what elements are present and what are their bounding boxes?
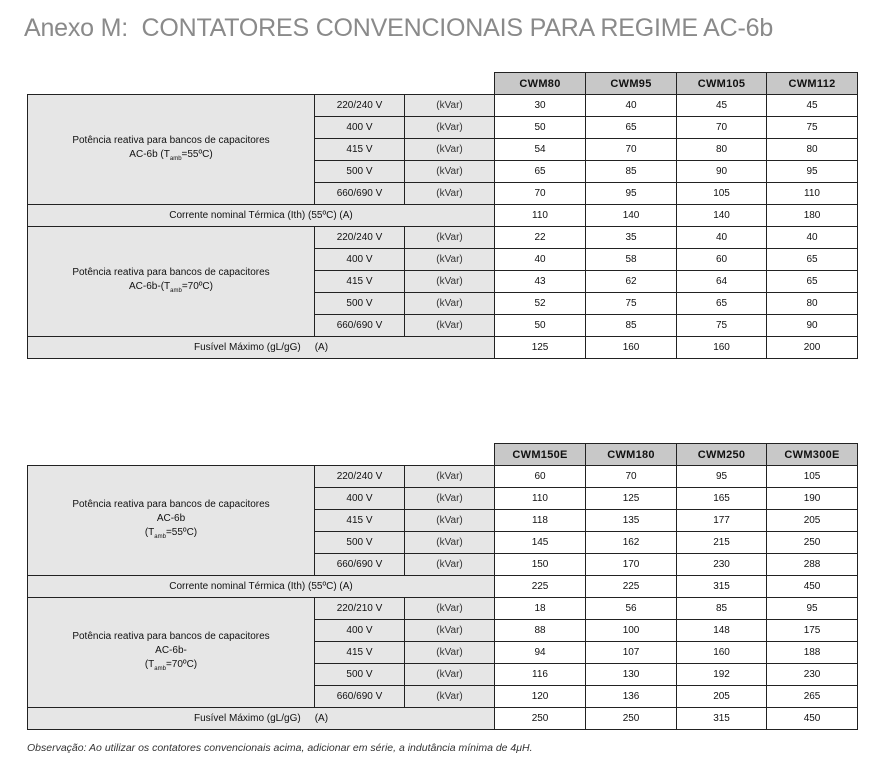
value-cell: 165 [677,488,767,510]
contactor-table-1 [27,72,858,359]
unit-cell: (kVar) [405,642,495,664]
value-cell: 140 [677,205,767,227]
group-label-text: =55ºC) [181,148,213,160]
value-cell: 450 [767,576,858,598]
column-header-model: CWM300E [767,444,858,466]
value-cell: 95 [677,466,767,488]
fuse-row-label-text: Fusível Máximo (gL/gG) [193,342,301,353]
group-label-line: Potência reativa para bancos de capacitores [72,266,270,278]
voltage-cell: 500 V [315,664,405,686]
group-label [28,466,315,576]
value-cell: 43 [495,271,586,293]
group-label-text: =70ºC) [181,280,213,292]
voltage-cell: 220/240 V [315,466,405,488]
header-row [28,444,858,466]
group-label-text: (T [144,658,155,670]
table-row [28,227,858,249]
value-cell: 70 [586,139,677,161]
current-row [28,205,858,227]
value-cell: 175 [767,620,858,642]
value-cell: 30 [495,95,586,117]
value-cell: 205 [767,510,858,532]
voltage-cell: 220/240 V [315,95,405,117]
value-cell: 40 [586,95,677,117]
column-header-model: CWM112 [767,73,858,95]
unit-cell: (kVar) [405,554,495,576]
group-label-line [28,148,314,166]
value-cell: 70 [677,117,767,139]
value-cell: 225 [495,576,586,598]
voltage-cell: 415 V [315,642,405,664]
value-cell: 80 [767,139,858,161]
column-header-model: CWM150E [495,444,586,466]
unit-cell: (kVar) [405,315,495,337]
value-cell: 205 [677,686,767,708]
value-cell: 190 [767,488,858,510]
value-cell: 315 [677,708,767,730]
group-label-subscript: amb [169,155,182,162]
value-cell: 62 [586,271,677,293]
value-cell: 125 [586,488,677,510]
voltage-cell: 400 V [315,488,405,510]
value-cell: 65 [767,271,858,293]
value-cell: 160 [677,337,767,359]
value-cell: 120 [495,686,586,708]
current-row [28,576,858,598]
value-cell: 110 [495,205,586,227]
group-label-text: AC-6b (T [129,148,170,160]
value-cell: 75 [586,293,677,315]
unit-cell: (kVar) [405,271,495,293]
value-cell: 52 [495,293,586,315]
value-cell: 75 [677,315,767,337]
value-cell: 56 [586,598,677,620]
value-cell: 80 [677,139,767,161]
value-cell: 170 [586,554,677,576]
voltage-cell: 500 V [315,532,405,554]
value-cell: 250 [586,708,677,730]
unit-cell: (kVar) [405,510,495,532]
value-cell: 90 [677,161,767,183]
value-cell: 116 [495,664,586,686]
unit-cell: (kVar) [405,161,495,183]
value-cell: 130 [586,664,677,686]
value-cell: 125 [495,337,586,359]
value-cell: 80 [767,293,858,315]
value-cell: 288 [767,554,858,576]
value-cell: 75 [767,117,858,139]
unit-cell: (kVar) [405,117,495,139]
fuse-row-label-text: Fusível Máximo (gL/gG) [193,713,301,724]
voltage-cell: 415 V [315,271,405,293]
contactor-table-2 [27,443,858,730]
value-cell: 136 [586,686,677,708]
group-label-line [28,644,314,658]
value-cell: 140 [586,205,677,227]
value-cell: 150 [495,554,586,576]
unit-cell: (kVar) [405,466,495,488]
unit-cell: (kVar) [405,249,495,271]
group-label-line: Potência reativa para bancos de capacitores [72,134,270,146]
value-cell: 135 [586,510,677,532]
current-row-label [28,205,495,227]
voltage-cell: 660/690 V [315,686,405,708]
value-cell: 250 [767,532,858,554]
value-cell: 45 [767,95,858,117]
voltage-cell: 220/240 V [315,227,405,249]
value-cell: 65 [586,117,677,139]
table-row [28,95,858,117]
unit-cell: (kVar) [405,664,495,686]
group-label-line [28,526,314,544]
column-header-model: CWM180 [586,444,677,466]
group-label-subscript: amb [154,665,166,672]
current-row-label-text: Corrente nominal Térmica (Ith) (55ºC) (A) [169,581,353,592]
unit-cell: (kVar) [405,183,495,205]
unit-cell: (kVar) [405,293,495,315]
group-label-text: AC-6b-(T [129,280,171,292]
voltage-cell: 415 V [315,510,405,532]
value-cell: 265 [767,686,858,708]
value-cell: 145 [495,532,586,554]
value-cell: 50 [495,117,586,139]
unit-cell: (kVar) [405,227,495,249]
value-cell: 192 [677,664,767,686]
group-label-text: AC-6b [156,512,186,524]
value-cell: 215 [677,532,767,554]
group-label-line [28,512,314,526]
table-row [28,466,858,488]
value-cell: 65 [767,249,858,271]
value-cell: 450 [767,708,858,730]
value-cell: 85 [586,161,677,183]
value-cell: 188 [767,642,858,664]
value-cell: 110 [767,183,858,205]
value-cell: 177 [677,510,767,532]
value-cell: 148 [677,620,767,642]
value-cell: 65 [677,293,767,315]
value-cell: 160 [677,642,767,664]
value-cell: 90 [767,315,858,337]
fuse-row-label [28,337,495,359]
value-cell: 60 [495,466,586,488]
value-cell: 230 [677,554,767,576]
value-cell: 50 [495,315,586,337]
unit-cell: (kVar) [405,95,495,117]
table-row [28,598,858,620]
value-cell: 250 [495,708,586,730]
value-cell: 94 [495,642,586,664]
value-cell: 64 [677,271,767,293]
value-cell: 18 [495,598,586,620]
value-cell: 40 [677,227,767,249]
observation-note: Observação: Ao utilizar os contatores convencionais acima, adicionar em série, a indutância mínima de 4μH. [27,742,533,754]
value-cell: 70 [586,466,677,488]
value-cell: 95 [767,598,858,620]
group-label-text: =70ºC) [165,658,198,670]
value-cell: 58 [586,249,677,271]
group-label-text: =55ºC) [165,526,198,538]
group-label-line: Potência reativa para bancos de capacitores [72,498,270,510]
voltage-cell: 220/210 V [315,598,405,620]
value-cell: 54 [495,139,586,161]
unit-label: (A) [314,342,329,353]
voltage-cell: 400 V [315,117,405,139]
value-cell: 85 [586,315,677,337]
unit-cell: (kVar) [405,532,495,554]
value-cell: 107 [586,642,677,664]
voltage-cell: 500 V [315,161,405,183]
group-label [28,227,315,337]
column-header-model: CWM95 [586,73,677,95]
group-label-line [28,658,314,676]
value-cell: 200 [767,337,858,359]
voltage-cell: 660/690 V [315,183,405,205]
group-label-subscript: amb [170,287,182,294]
unit-label: (A) [314,713,329,724]
value-cell: 162 [586,532,677,554]
group-label [28,598,315,708]
header-spacer [28,444,495,466]
value-cell: 180 [767,205,858,227]
value-cell: 22 [495,227,586,249]
value-cell: 105 [677,183,767,205]
voltage-cell: 660/690 V [315,554,405,576]
group-label-text: (T [144,526,155,538]
value-cell: 45 [677,95,767,117]
unit-cell: (kVar) [405,620,495,642]
value-cell: 95 [767,161,858,183]
value-cell: 35 [586,227,677,249]
value-cell: 160 [586,337,677,359]
value-cell: 118 [495,510,586,532]
voltage-cell: 500 V [315,293,405,315]
voltage-cell: 415 V [315,139,405,161]
unit-cell: (kVar) [405,139,495,161]
value-cell: 88 [495,620,586,642]
value-cell: 225 [586,576,677,598]
group-label [28,95,315,205]
value-cell: 70 [495,183,586,205]
voltage-cell: 400 V [315,249,405,271]
current-row-label-text: Corrente nominal Térmica (Ith) (55ºC) (A) [169,210,353,221]
fuse-row-label [28,708,495,730]
column-header-model: CWM80 [495,73,586,95]
group-label-subscript: amb [154,533,166,540]
value-cell: 40 [495,249,586,271]
value-cell: 65 [495,161,586,183]
group-label-line [28,280,314,298]
unit-cell: (kVar) [405,686,495,708]
value-cell: 230 [767,664,858,686]
voltage-cell: 660/690 V [315,315,405,337]
value-cell: 85 [677,598,767,620]
unit-cell: (kVar) [405,598,495,620]
current-row-label [28,576,495,598]
fuse-row [28,708,858,730]
value-cell: 100 [586,620,677,642]
group-label-text: AC-6b- [155,644,187,656]
value-cell: 40 [767,227,858,249]
header-row [28,73,858,95]
value-cell: 95 [586,183,677,205]
header-spacer [28,73,495,95]
value-cell: 110 [495,488,586,510]
group-label-line: Potência reativa para bancos de capacitores [72,630,270,642]
value-cell: 105 [767,466,858,488]
column-header-model: CWM250 [677,444,767,466]
value-cell: 60 [677,249,767,271]
unit-cell: (kVar) [405,488,495,510]
value-cell: 315 [677,576,767,598]
column-header-model: CWM105 [677,73,767,95]
fuse-row [28,337,858,359]
page-title: Anexo M: CONTATORES CONVENCIONAIS PARA REGIME AC-6b [24,14,774,42]
voltage-cell: 400 V [315,620,405,642]
